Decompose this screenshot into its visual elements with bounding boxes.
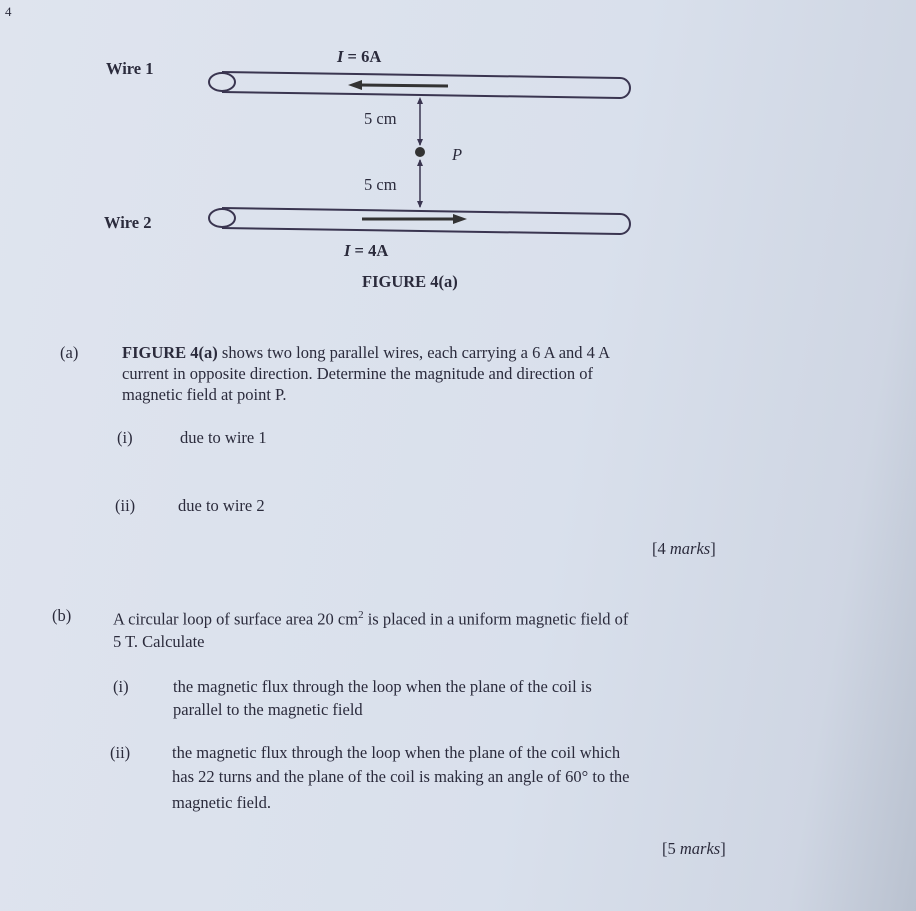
current-2-label bbox=[344, 240, 388, 261]
part-b-i-line-1: the magnetic flux through the loop when the plane of the coil is bbox=[173, 677, 592, 696]
distance-top-label: 5 cm bbox=[364, 109, 397, 128]
wire-2-label: Wire 2 bbox=[104, 213, 152, 232]
figure-reference: FIGURE 4(a) bbox=[122, 343, 218, 362]
part-a-line-2: current in opposite direction. Determine the magnitude and direction of bbox=[122, 364, 594, 383]
part-a-line-3: magnetic field at point P. bbox=[122, 385, 287, 404]
point-p-label: P bbox=[452, 145, 463, 164]
current-value: = 4A bbox=[350, 241, 389, 260]
part-b-text: A circular loop of surface area 20 cm bbox=[113, 609, 359, 629]
part-a-line-1 bbox=[122, 342, 610, 363]
marks-word: marks bbox=[679, 839, 721, 858]
figure-caption: FIGURE 4(a) bbox=[362, 272, 458, 291]
marks-close: ] bbox=[710, 539, 716, 558]
marks-open: [4 bbox=[652, 539, 670, 558]
page-number: 4 bbox=[5, 4, 12, 19]
wire-2 bbox=[209, 208, 630, 234]
part-a-label: (a) bbox=[60, 343, 79, 362]
current-arrow-wire-1 bbox=[348, 80, 448, 90]
part-b-marks bbox=[662, 838, 726, 859]
part-a-i-text: due to wire 1 bbox=[180, 428, 267, 447]
marks-word: marks bbox=[669, 539, 711, 558]
part-b-line-2: 5 T. Calculate bbox=[113, 632, 205, 651]
part-b-ii-line-1: the magnetic flux through the loop when the plane of the coil which bbox=[172, 743, 621, 762]
part-b-ii-label: (ii) bbox=[110, 743, 131, 762]
part-b-text: is placed in a uniform magnetic field of bbox=[363, 609, 629, 629]
part-a-i-label: (i) bbox=[117, 428, 133, 447]
part-b-ii-line-2: has 22 turns and the plane of the coil is making an angle of 60° to the bbox=[172, 767, 630, 786]
distance-bottom-label: 5 cm bbox=[364, 175, 397, 194]
current-1-label bbox=[337, 46, 381, 67]
part-b-line-1 bbox=[113, 605, 628, 630]
part-b-i-line-2: parallel to the magnetic field bbox=[173, 700, 363, 719]
part-b-i-label: (i) bbox=[113, 677, 129, 696]
marks-open: [5 bbox=[662, 839, 680, 858]
part-a-ii-label: (ii) bbox=[115, 496, 136, 515]
part-a-marks bbox=[652, 538, 716, 559]
current-symbol: I bbox=[344, 241, 351, 260]
superscript: 2 bbox=[358, 609, 364, 621]
part-b-label: (b) bbox=[52, 606, 72, 625]
part-a-text: shows two long parallel wires, each carrying a 6 A and 4 A bbox=[217, 343, 611, 362]
part-b-ii-line-3: magnetic field. bbox=[172, 793, 271, 812]
current-symbol: I bbox=[337, 47, 344, 66]
point-p-dot bbox=[415, 147, 425, 157]
marks-close: ] bbox=[720, 839, 726, 858]
current-arrow-wire-2 bbox=[362, 214, 467, 224]
wire-1-label: Wire 1 bbox=[106, 59, 154, 78]
part-a-ii-text: due to wire 2 bbox=[178, 496, 265, 515]
current-value: = 6A bbox=[343, 47, 382, 66]
